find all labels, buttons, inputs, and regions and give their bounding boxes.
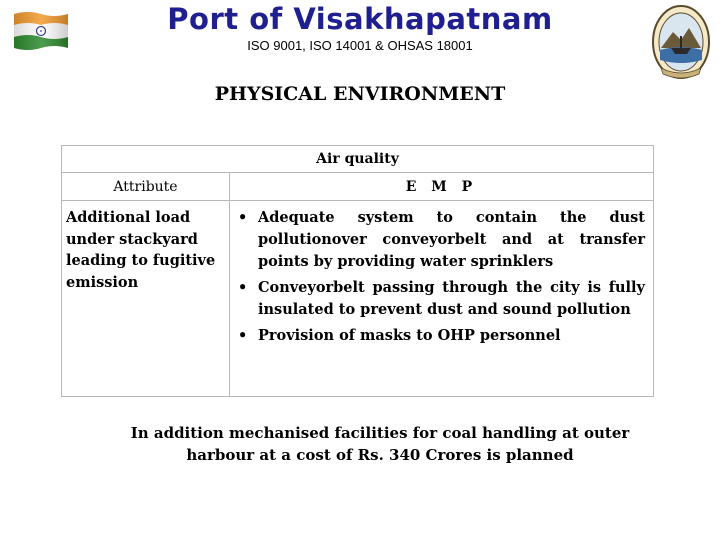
column-header-emp: E M P (230, 173, 654, 201)
bullet-icon: • (238, 327, 248, 344)
bullet-icon: • (238, 209, 248, 226)
emp-cell (230, 201, 654, 397)
india-flag-icon (12, 10, 70, 52)
air-quality-table (61, 145, 654, 397)
bullet-icon: • (238, 279, 248, 296)
table-row (62, 201, 654, 397)
emp-measure-text: Provision of masks to OHP personnel (258, 327, 561, 344)
emp-measure-text: Adequate system to contain the dust pollutionover conveyorbelt and at transfer points by providing water sprinklers (258, 209, 645, 270)
column-header-attribute: Attribute (62, 173, 230, 201)
port-emblem-icon (651, 4, 711, 80)
emp-measure-text: Conveyorbelt passing through the city is fully insulated to prevent dust and sound pollution (258, 279, 645, 318)
table-caption: Air quality (62, 146, 654, 173)
slide-heading: PHYSICAL ENVIRONMENT (214, 83, 506, 105)
list-item (232, 325, 645, 347)
list-item (232, 207, 645, 273)
attribute-cell: Additional load under stackyard leading to fugitive emission (62, 201, 230, 397)
emp-bullet-list (230, 201, 653, 347)
page-title: Port of Visakhapatnam (167, 2, 553, 36)
footer-note: In addition mechanised facilities for coal handling at outer harbour at a cost of Rs. 340 Crores is planned (130, 424, 630, 464)
certification-subtitle: ISO 9001, ISO 14001 & OHSAS 18001 (247, 38, 473, 53)
list-item (232, 277, 645, 321)
